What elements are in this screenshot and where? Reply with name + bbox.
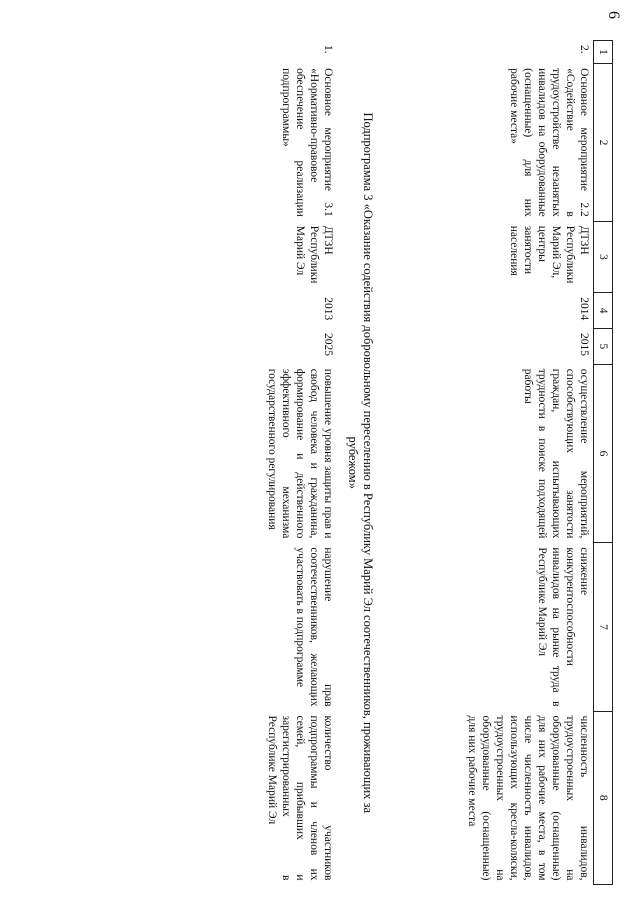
header-col-7: 7 <box>594 543 613 711</box>
subprogram-row <box>337 41 389 885</box>
table-header-row <box>594 41 613 885</box>
table-row <box>389 41 594 885</box>
landscape-content <box>53 40 613 885</box>
start-year: 2014 <box>578 297 590 321</box>
header-col-5: 5 <box>594 328 613 364</box>
row-number: 1. <box>322 45 334 54</box>
indicator: количество участников подпрограммы и членов их семей, прибывших и зарегистрированных в Республике Марий Эл <box>266 715 334 881</box>
header-col-2: 2 <box>594 64 613 222</box>
measures-table <box>193 40 613 885</box>
risk-consequence: снижение конкурентоспособности инвалидов на рынке труда в Республике Марий Эл <box>536 547 590 707</box>
end-year: 2015 <box>578 332 590 356</box>
table-row <box>193 41 337 885</box>
expected-result: осуществление мероприятий, способствующих занятости граждан, испытывающих трудности в поиске подходящей работы <box>522 368 590 539</box>
header-col-6: 6 <box>594 364 613 543</box>
header-col-8: 8 <box>594 711 613 884</box>
risk-consequence: нарушение прав соотечественников, желающих участвовать в подпрограмме <box>294 547 334 707</box>
header-col-1: 1 <box>594 41 613 64</box>
header-col-3: 3 <box>594 221 613 292</box>
indicator: численность инвалидов, трудоустроенных на оборудованные (оснащенные) для них рабочие места, в том числе численность инвалидов, использующих кресла-коляски, трудоустроенных на оборудованные (оснащенные) для них рабочие места <box>466 715 590 881</box>
page-number: 6 <box>605 11 622 19</box>
expected-result: повышение уровня защиты прав и свобод человека и гражданина, формирование и действенного эффективного механизма государственного регулирования <box>266 368 334 539</box>
executor: ДТЗН Республики Марий Эл <box>294 225 334 284</box>
subprogram-title: Подпрограмма 3 «Оказание содействия добровольному переселению в Республику Марий Эл соотечественников, проживающих за рубежом» <box>346 112 375 814</box>
event-name: Основное мероприятие 3.1 «Нормативно-правовое обеспечение реализации подпрограммы» <box>280 68 334 217</box>
event-name: Основное мероприятие 2.2 «Содействие в трудоустройстве незанятых инвалидов на оборудованные (оснащенные) для них рабочие места» <box>508 68 590 217</box>
row-number: 2. <box>578 45 590 54</box>
header-col-4: 4 <box>594 293 613 329</box>
start-year: 2013 <box>322 297 334 321</box>
executor: ДТЗН Республики Марий Эл, центры занятости населения <box>508 225 590 284</box>
end-year: 2025 <box>322 332 334 356</box>
